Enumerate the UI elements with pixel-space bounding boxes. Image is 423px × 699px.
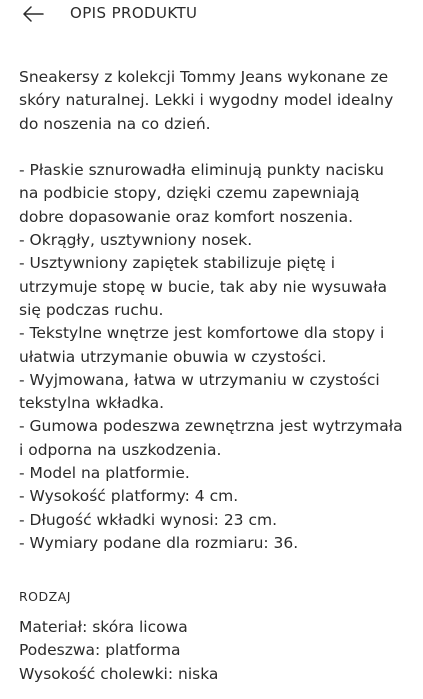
attribute-material: Materiał: skóra licowa xyxy=(19,618,188,636)
feature-line: - Gumowa podeszwa zewnętrzna jest wytrzymała xyxy=(19,417,403,436)
feature-line: i odporna na uszkodzenia. xyxy=(19,440,222,459)
description-line: do noszenia na co dzień. xyxy=(19,114,211,133)
feature-line: tekstylna wkładka. xyxy=(19,394,164,413)
feature-line: - Usztywniony zapiętek stabilizuje piętę i xyxy=(19,254,336,273)
attribute-sole: Podeszwa: platforma xyxy=(19,641,181,660)
feature-line: - Tekstylne wnętrze jest komfortowe dla stopy i xyxy=(19,324,385,343)
feature-line: - Długość wkładki wynosi: 23 cm. xyxy=(19,510,278,529)
description-line: skóry naturalnej. Lekki i wygodny model idealny xyxy=(19,91,394,110)
feature-line: na podbicie stopy, dzięki czemu zapewniają xyxy=(19,184,360,203)
feature-line: utrzymuje stopę w bucie, tak aby nie wysuwała xyxy=(19,277,388,296)
attribute-upper-height: Wysokość cholewki: niska xyxy=(19,664,219,683)
section-label-type: RODZAJ xyxy=(19,589,71,604)
description-spacer xyxy=(19,136,414,159)
product-description xyxy=(19,66,414,555)
feature-line: - Model na platformie. xyxy=(19,464,190,483)
attribute-list xyxy=(19,616,218,686)
feature-line: ułatwia utrzymanie obuwia w czystości. xyxy=(19,347,327,366)
feature-line: - Wysokość platformy: 4 cm. xyxy=(19,487,239,506)
description-line: Sneakersy z kolekcji Tommy Jeans wykonane ze xyxy=(19,68,389,86)
feature-line: - Wymiary podane dla rozmiaru: 36. xyxy=(19,533,299,552)
back-button[interactable] xyxy=(18,2,48,26)
feature-line: - Okrągły, usztywniony nosek. xyxy=(19,231,253,250)
feature-line: - Wyjmowana, łatwa w utrzymaniu w czystości xyxy=(19,370,380,389)
feature-line: dobre dopasowanie oraz komfort noszenia. xyxy=(19,207,353,226)
header-bar xyxy=(0,0,423,32)
feature-line: się podczas ruchu. xyxy=(19,300,164,319)
page-title: OPIS PRODUKTU xyxy=(70,4,198,22)
feature-line: - Płaskie sznurowadła eliminują punkty nacisku xyxy=(19,161,384,180)
arrow-left-icon xyxy=(22,6,44,22)
